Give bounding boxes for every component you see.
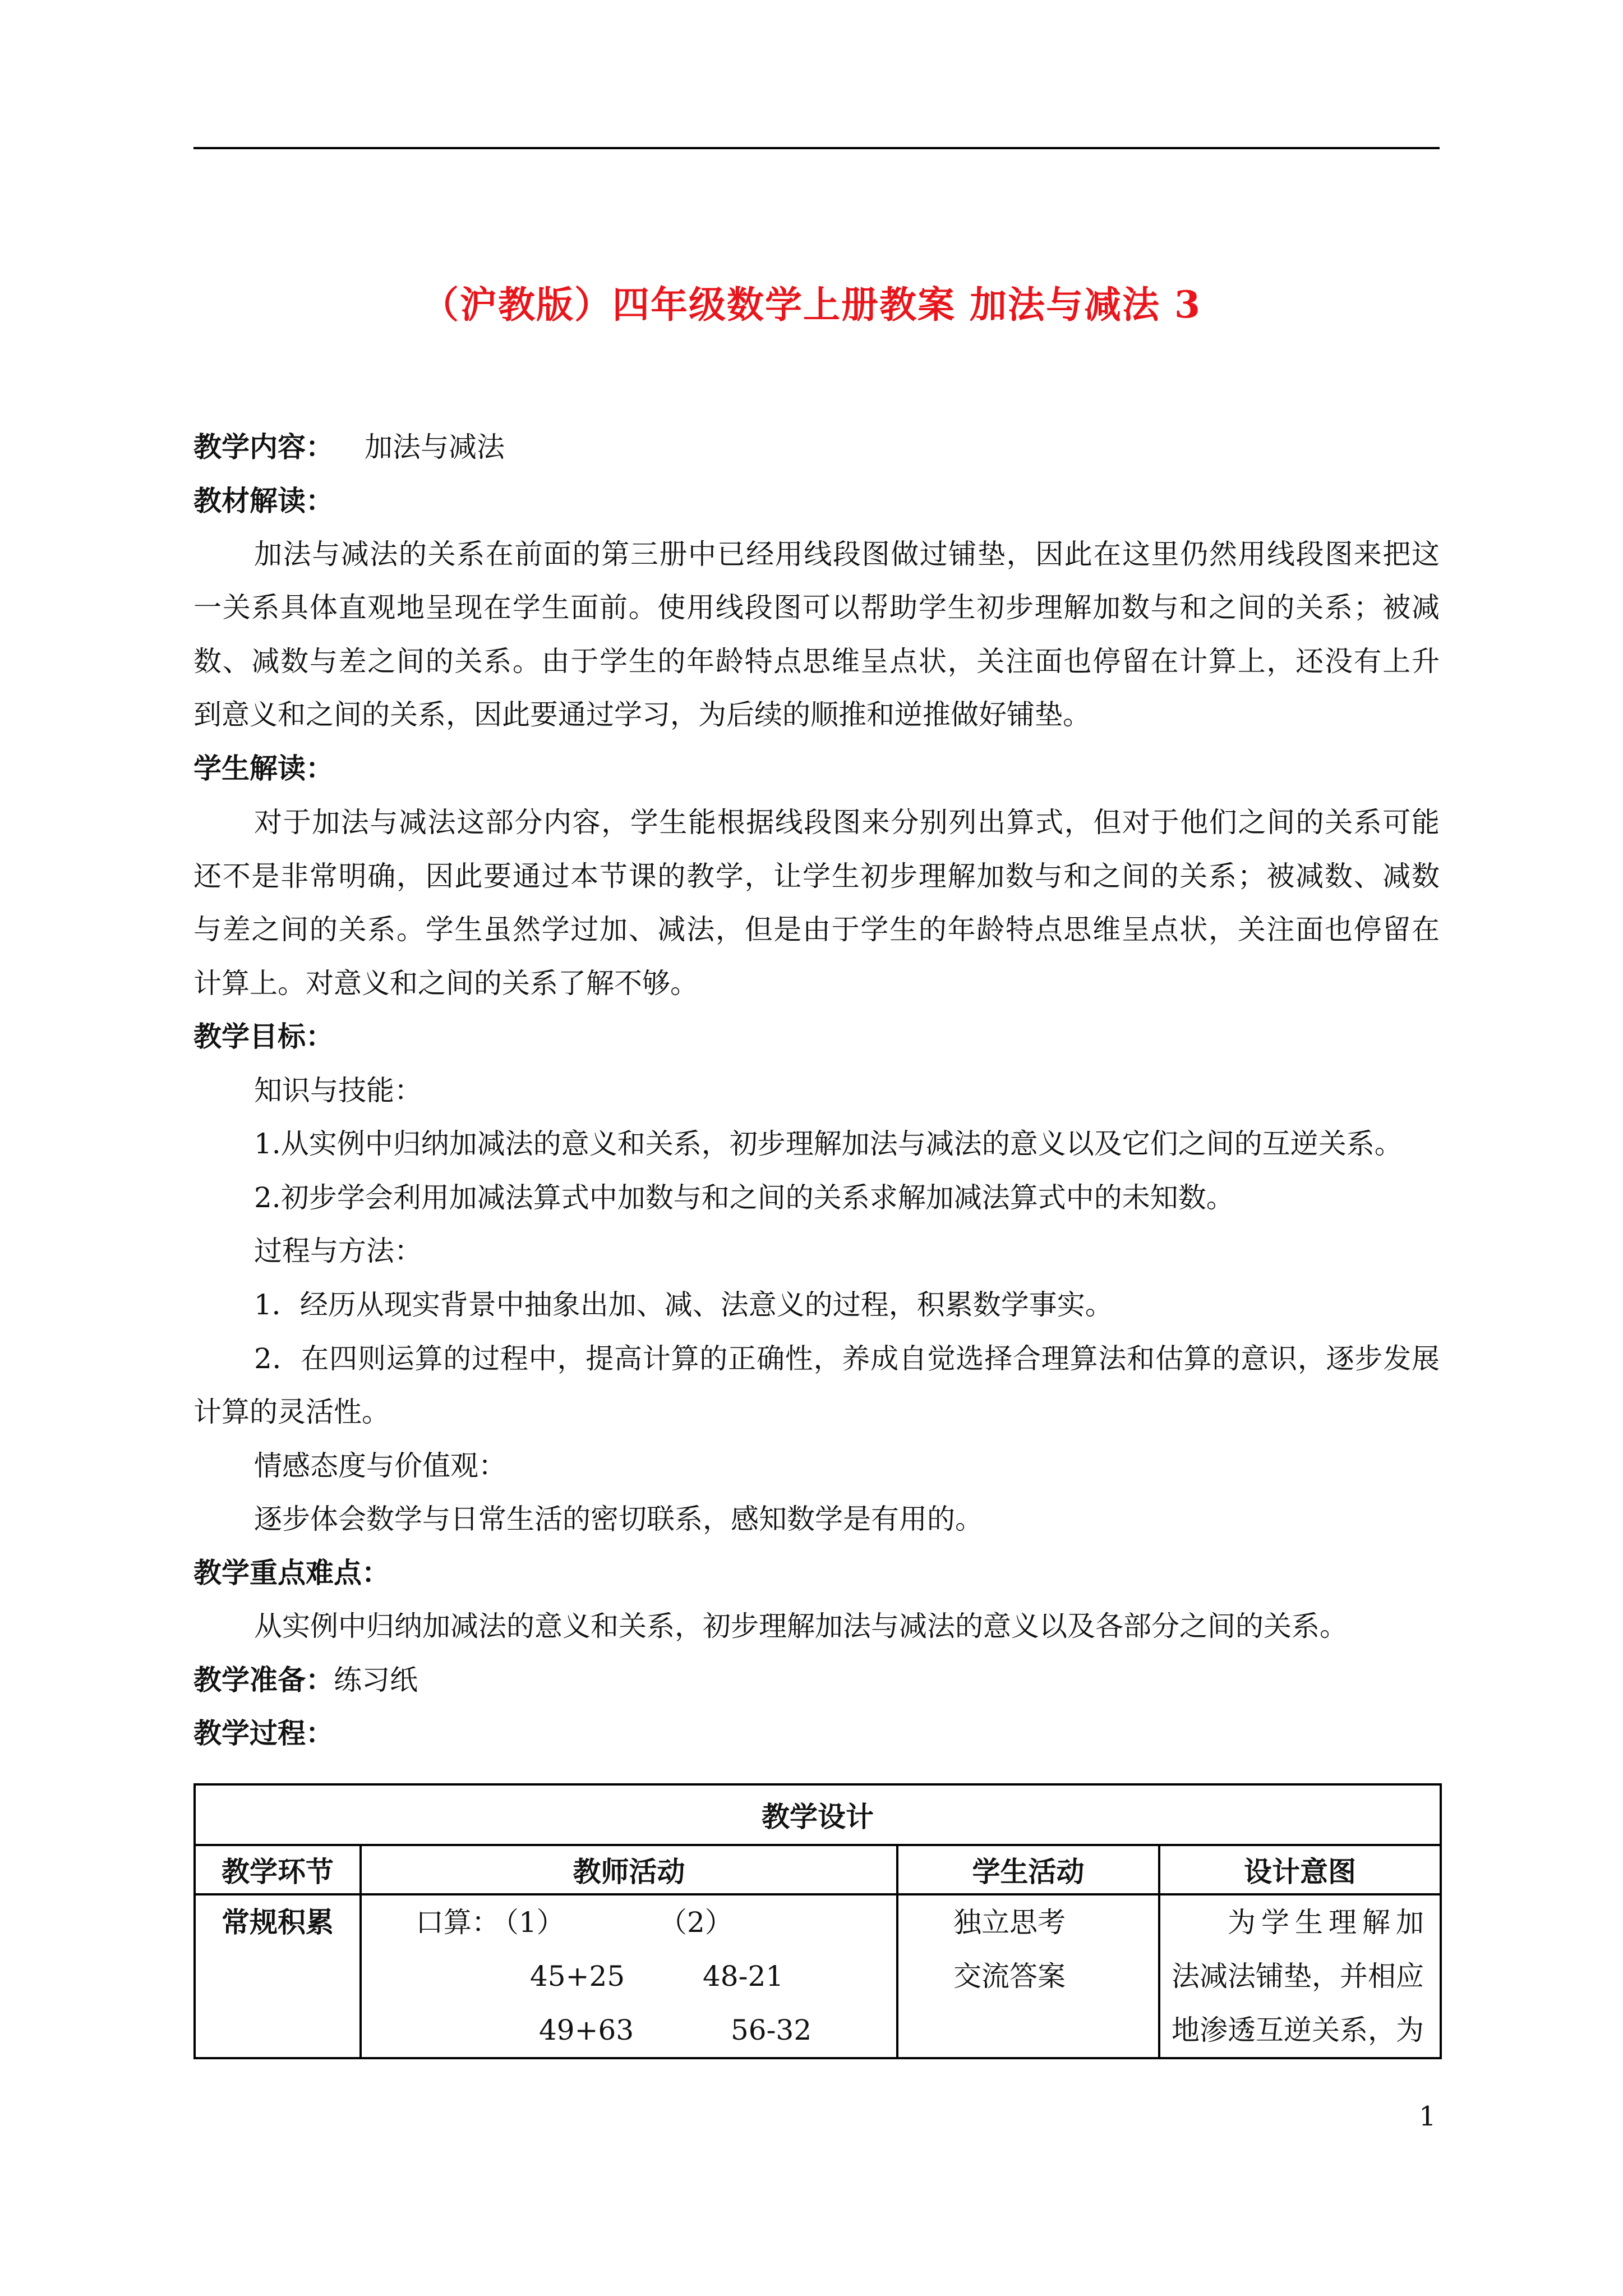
goals-label: 教学目标： [193,1020,334,1053]
students-line-2: 还不是非常明确，因此要通过本节课的教学，让学生初步理解加数与和之间的关系；被减数、减数 [193,860,1440,892]
teacher-line-2 [362,1949,896,2003]
process-title: 过程与方法： [254,1235,422,1267]
knowledge-item-2: 2.初步学会利用加减法算式中加数与和之间的关系求解加减法算式中的未知数。 [254,1181,1234,1214]
header-intent: 设计意图 [1159,1845,1441,1894]
group-2-label: （2） [659,1906,733,1939]
content-label: 教学内容： [193,430,334,463]
prep-label: 教学准备： [193,1663,334,1696]
table-caption: 教学设计 [195,1784,1441,1845]
expression-4: 56-32 [731,2014,812,2046]
process-item-2a: 2．在四则运算的过程中，提高计算的正确性，养成自觉选择合理算法和估算的意识，逐步发展 [254,1342,1440,1375]
teacher-line-3 [362,2003,896,2057]
knowledge-title: 知识与技能： [254,1074,422,1107]
process-label: 教学过程： [193,1717,334,1750]
header-stage: 教学环节 [195,1845,361,1894]
expression-2: 48-21 [703,1960,784,1993]
content-value: 加法与减法 [365,431,505,463]
students-line-3: 与差之间的关系。学生虽然学过加、减法，但是由于学生的年龄特点思维呈点状，关注面也停留在 [193,913,1440,946]
student-activity-2: 交流答案 [953,1960,1066,1993]
table-row [195,1894,1441,2058]
stage-cell [195,1894,361,2058]
emotion-item-1: 逐步体会数学与日常生活的密切联系，感知数学是有用的。 [254,1503,983,1535]
page-title: （沪教版）四年级数学上册教案 加法与减法 3 [422,283,1201,326]
header-student: 学生活动 [897,1845,1159,1894]
process-item-2b: 计算的灵活性。 [193,1396,390,1428]
expression-1: 45+25 [530,1960,625,1993]
teacher-cell [361,1894,897,2058]
emotion-title: 情感态度与价值观： [254,1450,506,1482]
student-activity-1: 独立思考 [953,1906,1066,1939]
keypoints-text: 从实例中归纳加减法的意义和关系，初步理解加法与减法的意义以及各部分之间的关系。 [254,1610,1348,1642]
textbook-line-3: 数、减数与差之间的关系。由于学生的年龄特点思维呈点状，关注面也停留在计算上，还没有上升 [193,645,1440,678]
students-line-1: 对于加法与减法这部分内容，学生能根据线段图来分别列出算式，但对于他们之间的关系可能 [254,806,1440,839]
prep-line [193,1658,1440,1698]
textbook-line-2: 一关系具体直观地呈现在学生面前。使用线段图可以帮助学生初步理解加数与和之间的关系；被减 [193,591,1440,624]
content-line [193,425,1440,465]
knowledge-item-1: 1.从实例中归纳加减法的意义和关系，初步理解加法与减法的意义以及它们之间的互逆关系。 [254,1128,1403,1160]
students-label: 学生解读： [193,752,334,785]
header-teacher: 教师活动 [361,1845,897,1894]
intent-line-2: 法减法铺垫，并相应 [1172,1960,1424,1993]
textbook-line-4: 到意义和之间的关系，因此要通过学习，为后续的顺推和逆推做好铺垫。 [193,698,1091,731]
page-number: 1 [1419,2101,1436,2132]
oral-calc-label: 口算： [416,1906,500,1939]
expression-3: 49+63 [539,2014,634,2046]
teacher-line-1 [362,1895,896,1949]
prep-value: 练习纸 [334,1664,418,1696]
keypoints-label: 教学重点难点： [193,1556,390,1589]
group-1-label: （1） [491,1906,565,1939]
lesson-design-table [193,1783,1442,2059]
intent-line-3: 地渗透互逆关系，为 [1172,2014,1424,2046]
textbook-line-1: 加法与减法的关系在前面的第三册中已经用线段图做过铺垫，因此在这里仍然用线段图来把这 [254,538,1440,570]
textbook-label: 教材解读： [193,484,334,517]
intent-cell [1159,1894,1441,2058]
students-line-4: 计算上。对意义和之间的关系了解不够。 [193,967,698,1000]
stage-name: 常规积累 [222,1906,334,1939]
header-rule [193,147,1440,149]
process-item-1: 1．经历从现实背景中抽象出加、减、法意义的过程，积累数学事实。 [254,1289,1113,1321]
intent-line-1: 为学生理解加 [1228,1906,1430,1939]
student-cell [897,1894,1159,2058]
